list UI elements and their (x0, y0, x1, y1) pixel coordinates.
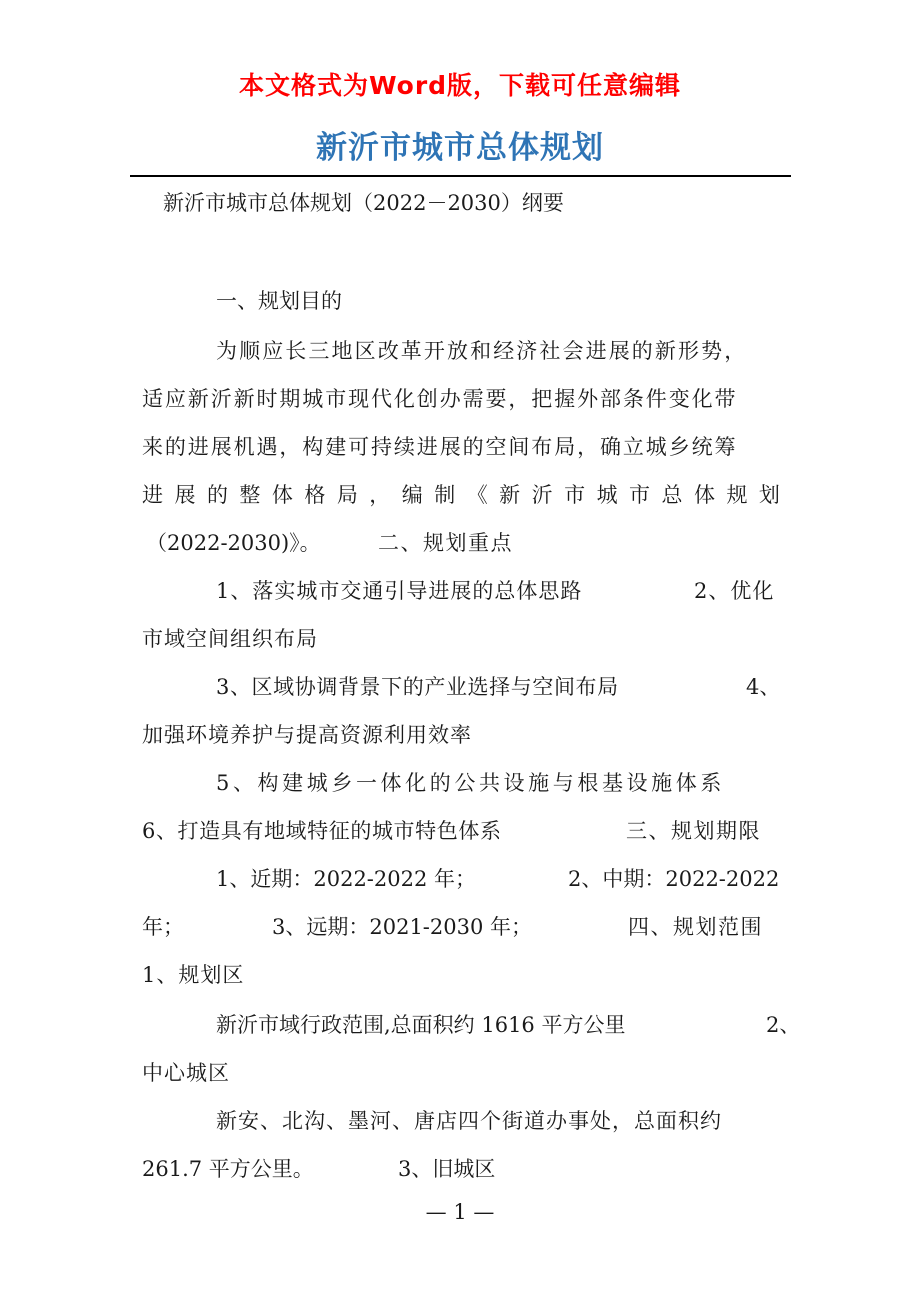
list-item: 3、旧城区 (398, 1157, 496, 1181)
list-item: 2、中期：2022-2022 (568, 867, 780, 891)
char: 新 (499, 483, 521, 507)
char: 编 (401, 483, 423, 507)
list-item: 加强环境养护与提高资源利用效率 (142, 723, 472, 747)
document-title: 新沂市城市总体规划 (316, 130, 604, 166)
char: 格 (304, 483, 326, 507)
char: ， (369, 483, 391, 507)
char: 市 (629, 483, 651, 507)
char: 进 (142, 483, 163, 507)
list-item: 5、构建城乡一体化的公共设施与根基设施体系 (216, 771, 725, 795)
list-item: 4、 (746, 675, 781, 699)
list-item: 市域空间组织布局 (142, 627, 318, 651)
list-item: 1、落实城市交通引导进展的总体思路 (216, 579, 583, 603)
list-item: 1、规划区 (142, 963, 245, 987)
char: 体 (271, 483, 293, 507)
section-heading: 二、规划重点 (378, 531, 513, 555)
paragraph-line: 新安、北沟、墨河、唐店四个街道办事处，总面积约 (216, 1109, 722, 1133)
paragraph-line: 来的进展机遇，构建可持续进展的空间布局，确立城乡统筹 (142, 435, 738, 459)
char: 《 (466, 483, 488, 507)
char: 沂 (531, 483, 553, 507)
paragraph-line: 适应新沂新时期城市现代化创办需要，把握外部条件变化带 (142, 387, 738, 411)
char: 的 (206, 483, 228, 507)
list-item: 3、区域协调背景下的产业选择与空间布局 (216, 675, 619, 699)
list-item: 6、打造具有地域特征的城市特色体系 (142, 819, 502, 843)
list-item: 1、近期：2022-2022 年； (216, 867, 477, 891)
paragraph-line: 新沂市域行政范围,总面积约 1616 平方公里 (216, 1013, 626, 1037)
document-subtitle: 新沂市城市总体规划（2022－2030）纲要 (163, 191, 564, 215)
section-heading: 四、规划范围 (628, 915, 763, 939)
char: 规 (726, 483, 748, 507)
download-banner: 本文格式为Word版，下载可任意编辑 (238, 71, 682, 100)
list-item: 3、远期：2021-2030 年； (272, 915, 533, 939)
char: 体 (693, 483, 715, 507)
list-item: 中心城区 (142, 1061, 230, 1085)
char: 局 (336, 483, 358, 507)
list-item: 2、 (766, 1013, 801, 1037)
paragraph-line: （2022-2030)》。 (146, 531, 321, 555)
paragraph-line: 261.7 平方公里。 (142, 1157, 314, 1181)
list-item: 年； (142, 915, 184, 939)
paragraph-line-justified (142, 480, 780, 510)
char: 展 (174, 483, 196, 507)
section-heading: 一、规划目的 (216, 289, 342, 313)
char: 制 (434, 483, 456, 507)
char: 市 (564, 483, 586, 507)
char: 整 (239, 483, 261, 507)
list-item: 2、优化 (694, 579, 775, 603)
title-divider (130, 175, 791, 177)
paragraph-line: 为顺应长三地区改革开放和经济社会进展的新形势， (216, 339, 748, 363)
char: 总 (661, 483, 683, 507)
char: 划 (758, 483, 780, 507)
page-number: — 1 — (425, 1200, 495, 1224)
section-heading: 三、规划期限 (626, 819, 761, 843)
char: 城 (596, 483, 618, 507)
